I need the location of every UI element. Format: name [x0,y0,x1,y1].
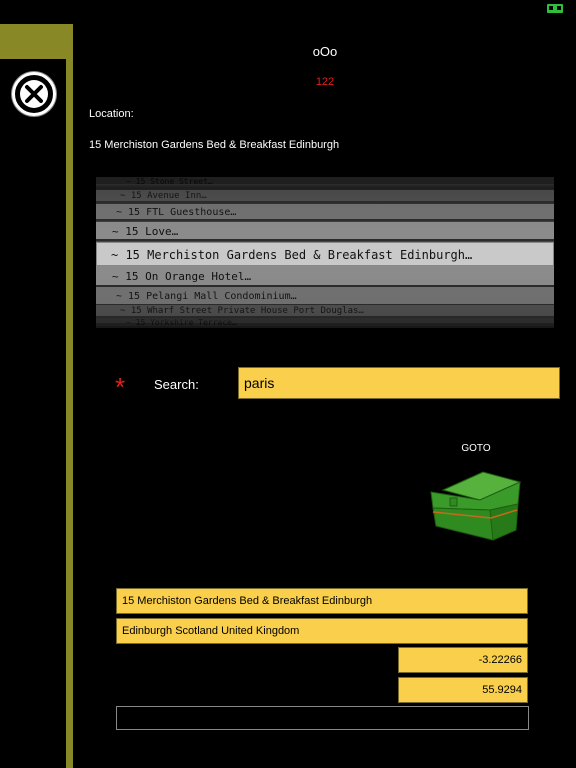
picker-row[interactable]: ~ 15 Wharf Street Private House Port Douglas… [96,305,554,318]
search-input[interactable] [238,367,560,399]
app-title: oOo [312,44,338,59]
extra-field[interactable] [116,706,529,730]
picker-row-selected[interactable]: ~ 15 Merchiston Gardens Bed & Breakfast Edinburgh… [96,242,554,266]
picker-row[interactable]: ~ 15 On Orange Hotel… [96,266,554,287]
picker-row[interactable]: ~ 15 Pelangi Mall Condominium… [96,287,554,306]
treasure-chest-icon [428,468,523,548]
result-region-field[interactable]: Edinburgh Scotland United Kingdom [116,618,528,644]
search-label: Search: [154,377,199,392]
longitude-field[interactable]: -3.22266 [398,647,528,673]
latitude-field[interactable]: 55.9294 [398,677,528,703]
goto-button[interactable] [428,468,523,553]
location-value: 15 Merchiston Gardens Bed & Breakfast Edinburgh [89,139,340,151]
result-count: 122 [315,76,335,88]
close-icon [15,75,53,113]
location-label: Location: [89,108,134,120]
close-button[interactable] [12,72,56,116]
picker-row[interactable]: ~ 15 Stone Street… [96,177,554,187]
location-picker[interactable] [96,177,554,327]
picker-row[interactable]: ~ 15 Love… [96,222,554,241]
goto-label: GOTO [461,443,491,454]
picker-row[interactable]: ~ 15 Yorkshire Terrace… [96,318,554,328]
result-name-field[interactable]: 15 Merchiston Gardens Bed & Breakfast Edinburgh [116,588,528,614]
picker-row[interactable]: ~ 15 FTL Guesthouse… [96,204,554,221]
picker-row[interactable]: ~ 15 Avenue Inn… [96,190,554,203]
fullscreen-icon [547,4,563,13]
required-mark: * [115,372,126,402]
sidebar-stripe [66,59,73,768]
sidebar-header-bar [0,24,73,59]
